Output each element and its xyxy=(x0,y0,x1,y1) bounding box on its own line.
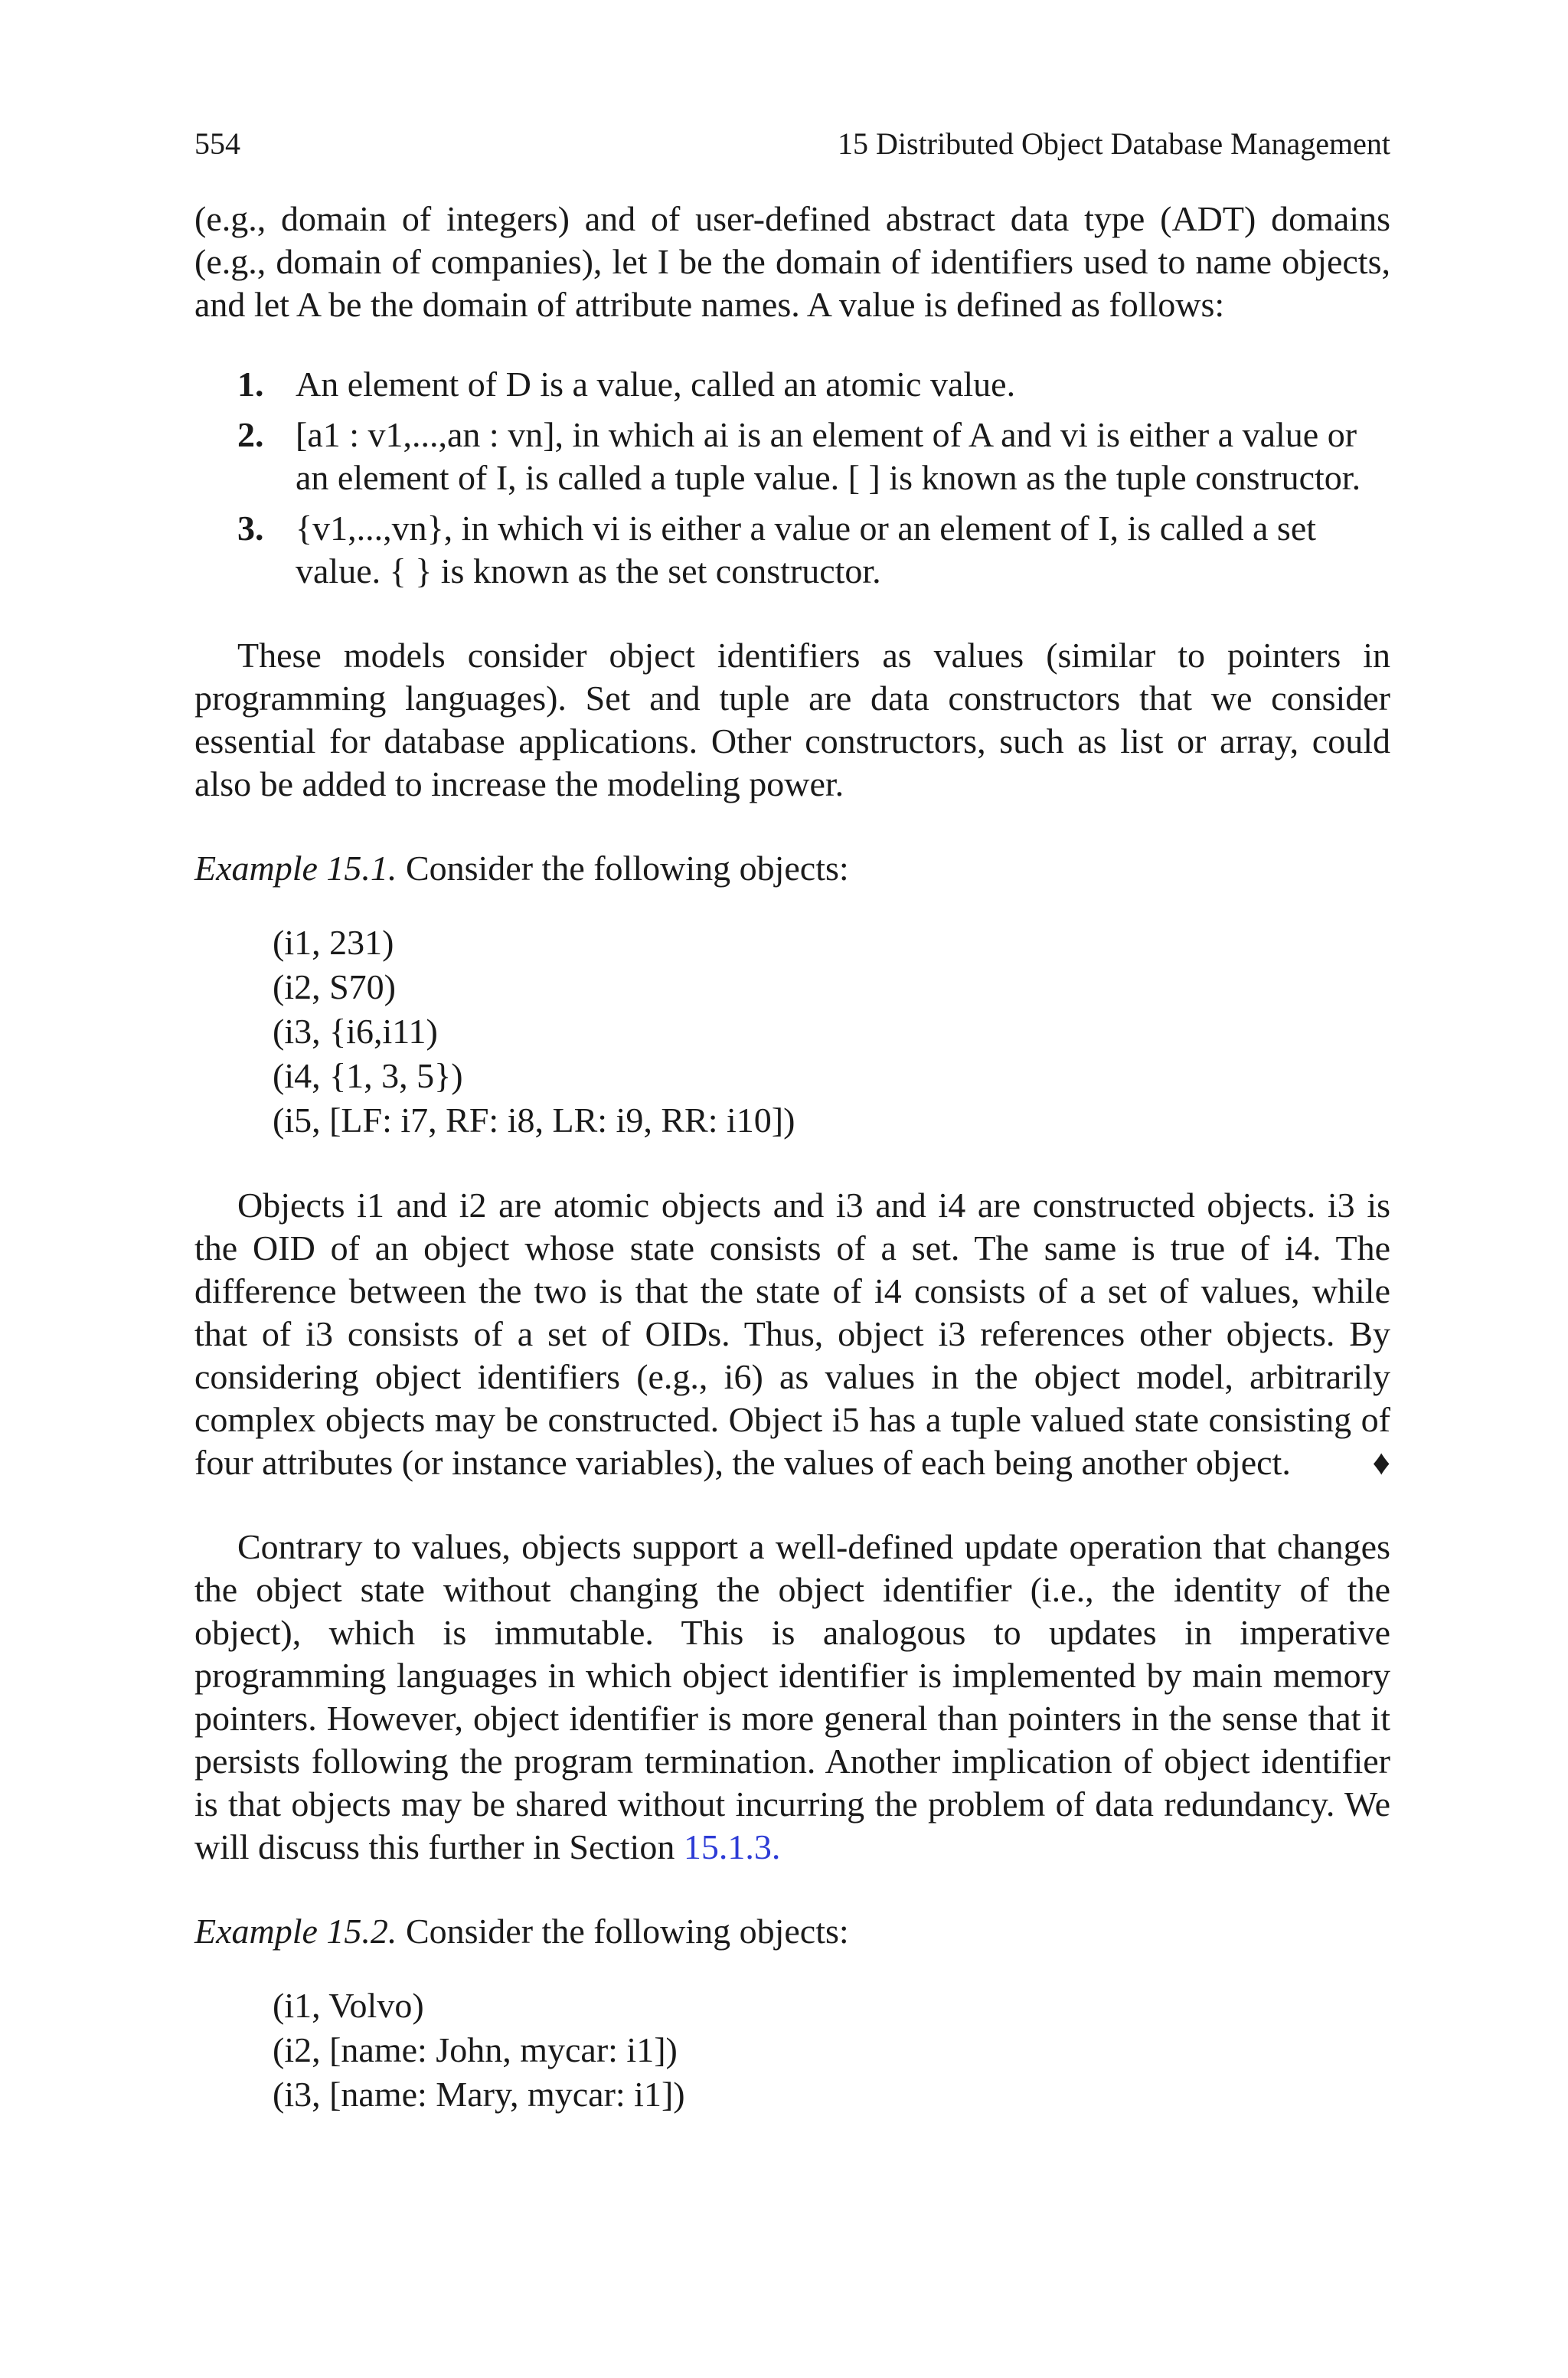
intro-paragraph: (e.g., domain of integers) and of user-defined abstract data type (ADT) domains (e.g., domain of companies), let I be the domain of identifiers used to name objects, and let A be the domain of attribute names. A value is defined as follows: xyxy=(194,199,1390,324)
object-entry: (i5, [LF: i7, RF: i8, LR: i9, RR: i10]) xyxy=(273,1101,795,1140)
object-entry: (i3, {i6,i11) xyxy=(273,1012,438,1051)
definition-item xyxy=(194,414,1390,499)
models-paragraph: These models consider object identifiers as values (similar to pointers in programming languages). Set and tuple are data constructors that we consider essential for database applications. Other constructors, such as list or array, could also be added to increase the modeling power. xyxy=(194,636,1390,803)
example-lead: Consider the following objects: xyxy=(405,1912,849,1951)
example-15-1-objects xyxy=(273,921,1390,1143)
definition-number: 3. xyxy=(237,509,264,548)
discussion-text: Objects i1 and i2 are atomic objects and i3 and i4 are constructed objects. i3 is the OID of an object whose state consists of a set. The same is true of i4. The difference between the two is that the state of i4 consists of a set of values, while that of i3 consists of a set of OIDs. Thus, object i3 references other objects. By considering object identifiers (e.g., i6) as values in the object model, arbitrarily complex objects may be constructed. Object i5 has a tuple valued state consisting of four attributes (or instance variables), the values of each being another object. xyxy=(194,1186,1390,1482)
example-15-2-heading xyxy=(194,1910,1390,1953)
definition-text: An element of D is a value, called an atomic value. xyxy=(296,365,1016,404)
example-15-1-discussion xyxy=(194,1184,1390,1484)
definition-number: 1. xyxy=(237,365,264,404)
page-body xyxy=(194,198,1390,2117)
object-entry: (i3, [name: Mary, mycar: i1]) xyxy=(273,2075,685,2114)
example-title: Example 15.1. xyxy=(194,849,397,888)
definition-text: {v1,...,vn}, in which vi is either a value or an element of I, is called a set value. { } is known as the set constructor. xyxy=(296,509,1317,590)
running-title: 15 Distributed Object Database Management xyxy=(838,126,1390,161)
contrary-text: Contrary to values, objects support a well-defined update operation that changes the object state without changing the object identifier (i.e., the identity of the object), which is immutable. This is analogous to updates in imperative programming languages in which object identifier is implemented by main memory pointers. However, object identifier is more general than pointers in the sense that it persists following the program termination. Another implication of object identifier is that objects may be shared without incurring the problem of data redundancy. We will discuss this further in Section xyxy=(194,1527,1390,1866)
object-entry: (i2, [name: John, mycar: i1]) xyxy=(273,2030,678,2069)
example-title: Example 15.2. xyxy=(194,1912,397,1951)
end-of-example-icon: ♦ xyxy=(1372,1443,1390,1482)
definition-item xyxy=(194,363,1390,406)
definition-item xyxy=(194,507,1390,593)
object-entry: (i1, Volvo) xyxy=(273,1986,424,2025)
page-number: 554 xyxy=(194,126,240,161)
definition-number: 2. xyxy=(237,415,264,454)
object-entry: (i4, {1, 3, 5}) xyxy=(273,1056,463,1095)
contrary-paragraph xyxy=(194,1526,1390,1869)
example-lead: Consider the following objects: xyxy=(405,849,849,888)
value-definitions-list xyxy=(194,363,1390,593)
example-15-2-objects xyxy=(273,1984,1390,2117)
example-15-1-heading xyxy=(194,847,1390,890)
object-entry: (i1, 231) xyxy=(273,923,394,962)
section-reference-link[interactable]: 15.1.3. xyxy=(683,1827,781,1866)
definition-text: [a1 : v1,...,an : vn], in which ai is an element of A and vi is either a value or an element of I, is called a tuple value. [ ] is known as the tuple constructor. xyxy=(296,415,1361,497)
page-header xyxy=(194,123,1390,165)
object-entry: (i2, S70) xyxy=(273,967,396,1006)
